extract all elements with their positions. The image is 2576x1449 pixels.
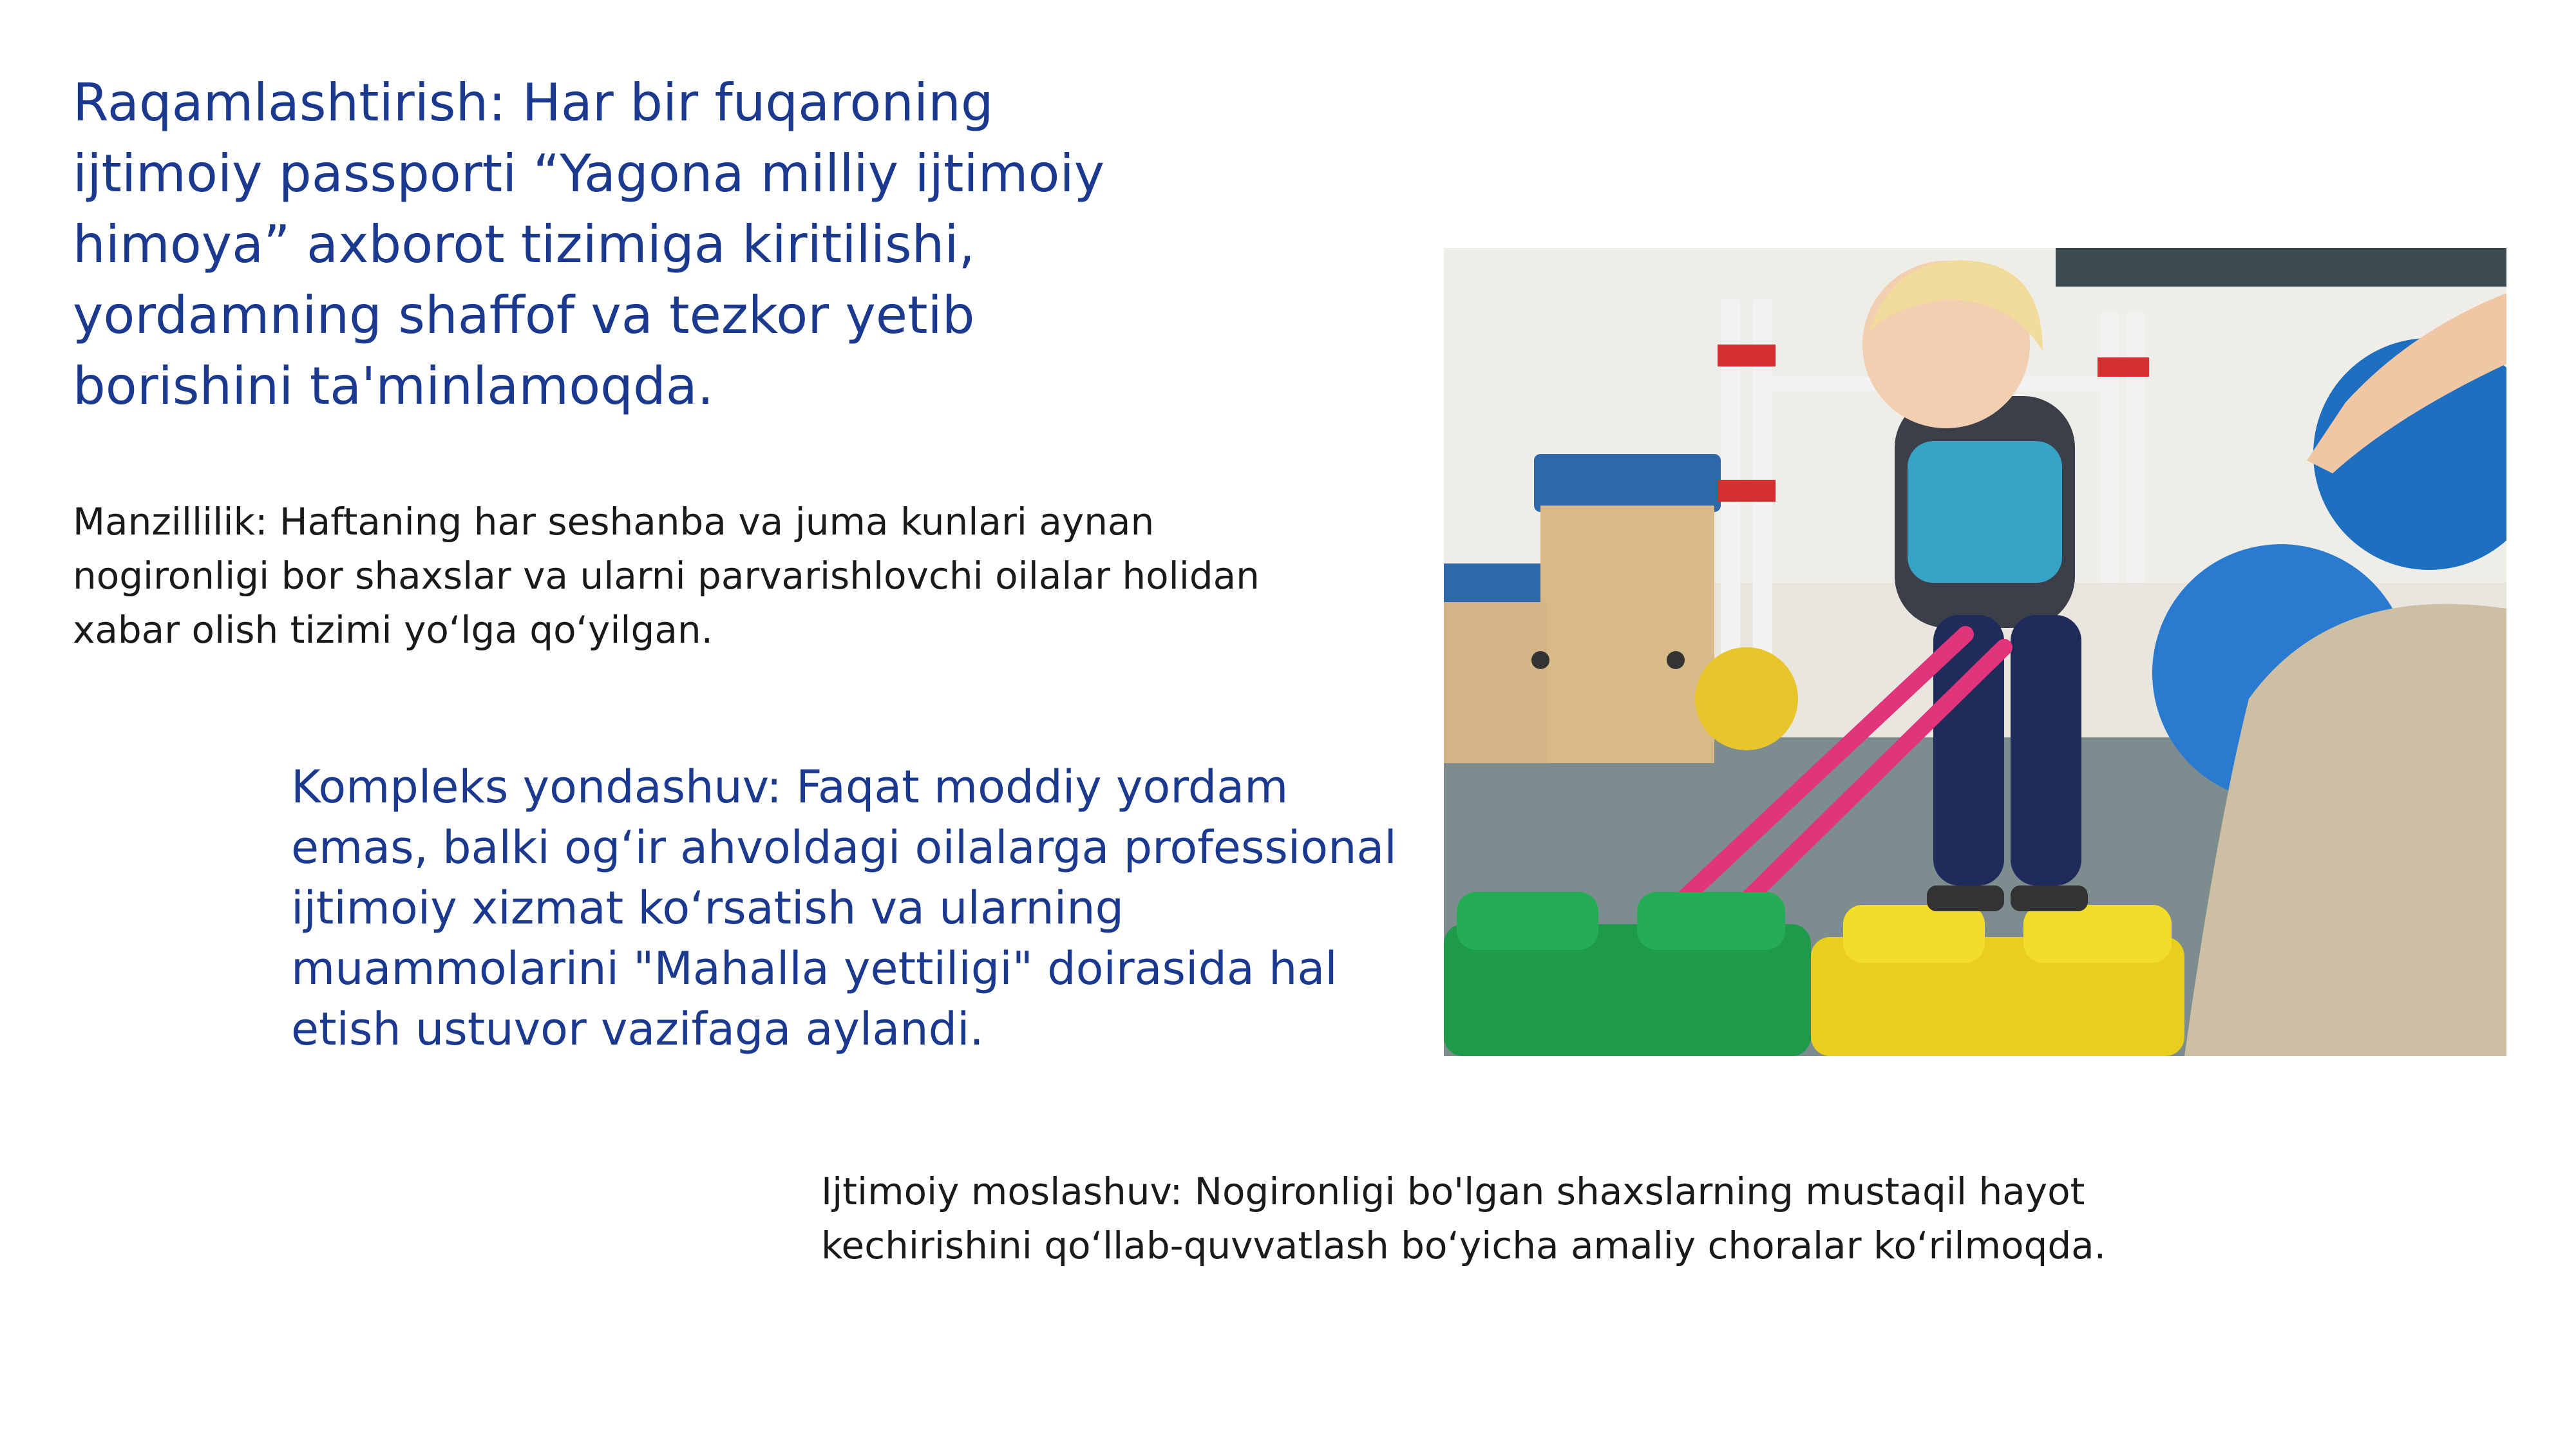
complex-approach-paragraph: Kompleks yondashuv: Faqat moddiy yordam emas, balki ogʻir ahvoldagi oilalarga professional ijtimoiy xizmat koʻrsatish va ularning muammolarini "Mahalla yettiligi" doirasida hal etish ustuvor vazifaga aylandi. <box>291 761 1397 1056</box>
digitalization-paragraph: Raqamlashtirish: Har bir fuqaroning ijtimoiy passporti “Yagona milliy ijtimoiy himoya” axborot tizimiga kiritilishi, yordamning shaffof va tezkor yetib borishini ta'minlamoqda. <box>73 73 1105 416</box>
therapy-photo <box>1444 248 2506 1056</box>
targeting-paragraph: Manzillilik: Haftaning har seshanba va juma kunlari aynan nogironligi bor shaxslar va ularni parvarishlovchi oilalar holidan xabar olish tizimi yoʻlga qoʻyilgan. <box>73 500 1260 652</box>
therapy-photo-illustration <box>1444 248 2506 1056</box>
social-adaptation-paragraph: Ijtimoiy moslashuv: Nogironligi bo'lgan shaxslarning mustaqil hayot kechirishini qoʻllab-quvvatlash boʻyicha amaliy choralar koʻrilmoqda. <box>821 1170 2107 1267</box>
